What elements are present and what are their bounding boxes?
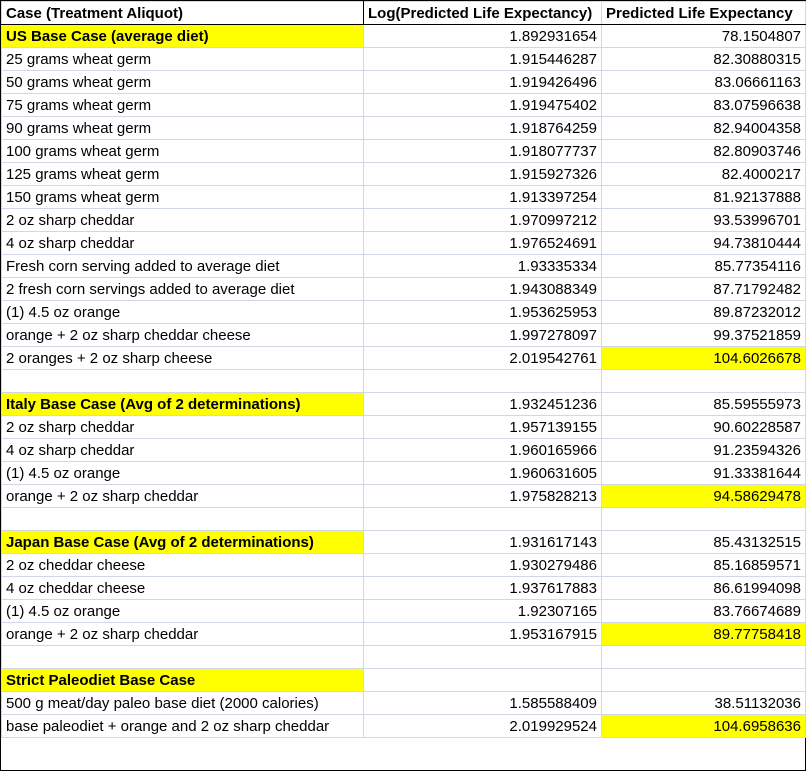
log-life-expectancy-cell[interactable]: 2.019542761 (364, 347, 602, 370)
life-expectancy-cell[interactable]: 86.61994098 (602, 577, 806, 600)
case-cell[interactable]: 2 oranges + 2 oz sharp cheese (2, 347, 364, 370)
table-row (2, 485, 806, 508)
life-expectancy-table (1, 1, 806, 738)
life-expectancy-cell[interactable] (602, 646, 806, 669)
log-life-expectancy-cell[interactable]: 1.957139155 (364, 416, 602, 439)
table-row (2, 25, 806, 48)
log-life-expectancy-cell[interactable]: 1.997278097 (364, 324, 602, 347)
case-cell[interactable]: (1) 4.5 oz orange (2, 301, 364, 324)
table-row (2, 669, 806, 692)
log-life-expectancy-cell[interactable] (364, 646, 602, 669)
log-life-expectancy-cell[interactable]: 1.913397254 (364, 186, 602, 209)
table-row (2, 163, 806, 186)
table-row (2, 255, 806, 278)
case-cell[interactable]: 90 grams wheat germ (2, 117, 364, 140)
case-cell[interactable]: orange + 2 oz sharp cheddar (2, 485, 364, 508)
log-life-expectancy-cell[interactable] (364, 370, 602, 393)
table-row (2, 370, 806, 393)
case-cell[interactable]: 4 oz sharp cheddar (2, 439, 364, 462)
life-expectancy-cell[interactable]: 82.80903746 (602, 140, 806, 163)
case-cell[interactable]: (1) 4.5 oz orange (2, 462, 364, 485)
log-life-expectancy-cell[interactable]: 1.915927326 (364, 163, 602, 186)
log-life-expectancy-cell[interactable]: 1.943088349 (364, 278, 602, 301)
table-row (2, 347, 806, 370)
log-life-expectancy-cell[interactable]: 1.919426496 (364, 71, 602, 94)
table-row (2, 646, 806, 669)
table-row (2, 554, 806, 577)
case-cell[interactable]: (1) 4.5 oz orange (2, 600, 364, 623)
header-case[interactable]: Case (Treatment Aliquot) (2, 2, 364, 25)
log-life-expectancy-cell[interactable]: 1.892931654 (364, 25, 602, 48)
case-cell[interactable]: Italy Base Case (Avg of 2 determinations) (2, 393, 364, 416)
life-expectancy-cell[interactable]: 83.06661163 (602, 71, 806, 94)
table-row (2, 232, 806, 255)
log-life-expectancy-cell[interactable]: 1.585588409 (364, 692, 602, 715)
case-cell[interactable] (2, 508, 364, 531)
case-cell[interactable]: 2 oz sharp cheddar (2, 209, 364, 232)
life-expectancy-cell[interactable]: 78.1504807 (602, 25, 806, 48)
case-cell[interactable]: Fresh corn serving added to average diet (2, 255, 364, 278)
life-expectancy-cell[interactable]: 104.6026678 (602, 347, 806, 370)
life-expectancy-cell[interactable]: 87.71792482 (602, 278, 806, 301)
life-expectancy-cell[interactable]: 83.07596638 (602, 94, 806, 117)
life-expectancy-cell[interactable]: 90.60228587 (602, 416, 806, 439)
log-life-expectancy-cell[interactable]: 1.92307165 (364, 600, 602, 623)
case-cell[interactable]: 150 grams wheat germ (2, 186, 364, 209)
table-row (2, 209, 806, 232)
life-expectancy-cell[interactable]: 91.33381644 (602, 462, 806, 485)
life-expectancy-cell[interactable]: 99.37521859 (602, 324, 806, 347)
case-cell[interactable]: 25 grams wheat germ (2, 48, 364, 71)
table-row (2, 186, 806, 209)
table-row (2, 508, 806, 531)
header-log-predicted-life-expectancy[interactable]: Log(Predicted Life Expectancy) (364, 2, 602, 25)
table-row (2, 140, 806, 163)
life-expectancy-cell[interactable] (602, 370, 806, 393)
life-expectancy-cell[interactable]: 85.43132515 (602, 531, 806, 554)
table-row (2, 600, 806, 623)
log-life-expectancy-cell[interactable]: 1.975828213 (364, 485, 602, 508)
table-row (2, 278, 806, 301)
log-life-expectancy-cell[interactable]: 1.915446287 (364, 48, 602, 71)
case-cell[interactable]: orange + 2 oz sharp cheddar cheese (2, 324, 364, 347)
case-cell[interactable]: 4 oz sharp cheddar (2, 232, 364, 255)
life-expectancy-cell[interactable]: 38.51132036 (602, 692, 806, 715)
log-life-expectancy-cell[interactable]: 1.976524691 (364, 232, 602, 255)
life-expectancy-cell[interactable]: 82.30880315 (602, 48, 806, 71)
life-expectancy-cell[interactable]: 85.77354116 (602, 255, 806, 278)
table-row (2, 715, 806, 738)
life-expectancy-cell[interactable]: 82.94004358 (602, 117, 806, 140)
header-row (2, 2, 806, 25)
case-cell[interactable]: 4 oz cheddar cheese (2, 577, 364, 600)
case-cell[interactable] (2, 370, 364, 393)
table-row (2, 623, 806, 646)
log-life-expectancy-cell[interactable]: 1.918764259 (364, 117, 602, 140)
life-expectancy-cell[interactable]: 94.73810444 (602, 232, 806, 255)
log-life-expectancy-cell[interactable]: 1.970997212 (364, 209, 602, 232)
log-life-expectancy-cell[interactable]: 1.953625953 (364, 301, 602, 324)
log-life-expectancy-cell[interactable]: 1.918077737 (364, 140, 602, 163)
log-life-expectancy-cell[interactable]: 1.960631605 (364, 462, 602, 485)
case-cell[interactable]: 500 g meat/day paleo base diet (2000 calories) (2, 692, 364, 715)
life-expectancy-cell[interactable]: 91.23594326 (602, 439, 806, 462)
life-expectancy-cell[interactable]: 89.87232012 (602, 301, 806, 324)
case-cell[interactable]: 2 fresh corn servings added to average diet (2, 278, 364, 301)
table-row (2, 462, 806, 485)
table-row (2, 71, 806, 94)
case-cell[interactable] (2, 646, 364, 669)
table-row (2, 439, 806, 462)
table-row (2, 48, 806, 71)
log-life-expectancy-cell[interactable]: 1.953167915 (364, 623, 602, 646)
log-life-expectancy-cell[interactable]: 1.937617883 (364, 577, 602, 600)
case-cell[interactable]: Strict Paleodiet Base Case (2, 669, 364, 692)
case-cell[interactable]: orange + 2 oz sharp cheddar (2, 623, 364, 646)
table-row (2, 416, 806, 439)
life-expectancy-cell[interactable] (602, 508, 806, 531)
case-cell[interactable]: 75 grams wheat germ (2, 94, 364, 117)
case-cell[interactable]: 100 grams wheat germ (2, 140, 364, 163)
log-life-expectancy-cell[interactable]: 2.019929524 (364, 715, 602, 738)
table-row (2, 94, 806, 117)
case-cell[interactable]: base paleodiet + orange and 2 oz sharp cheddar (2, 715, 364, 738)
life-expectancy-cell[interactable]: 82.4000217 (602, 163, 806, 186)
log-life-expectancy-cell[interactable]: 1.931617143 (364, 531, 602, 554)
table-row (2, 301, 806, 324)
header-predicted-life-expectancy[interactable]: Predicted Life Expectancy (602, 2, 806, 25)
life-expectancy-cell[interactable]: 93.53996701 (602, 209, 806, 232)
case-cell[interactable]: 2 oz cheddar cheese (2, 554, 364, 577)
life-expectancy-cell[interactable]: 85.16859571 (602, 554, 806, 577)
table-row (2, 692, 806, 715)
life-expectancy-cell[interactable]: 85.59555973 (602, 393, 806, 416)
life-expectancy-cell[interactable]: 104.6958636 (602, 715, 806, 738)
life-expectancy-cell[interactable]: 83.76674689 (602, 600, 806, 623)
log-life-expectancy-cell[interactable]: 1.932451236 (364, 393, 602, 416)
log-life-expectancy-cell[interactable] (364, 669, 602, 692)
case-cell[interactable]: 2 oz sharp cheddar (2, 416, 364, 439)
case-cell[interactable]: Japan Base Case (Avg of 2 determinations) (2, 531, 364, 554)
log-life-expectancy-cell[interactable]: 1.93335334 (364, 255, 602, 278)
case-cell[interactable]: 125 grams wheat germ (2, 163, 364, 186)
life-expectancy-cell[interactable]: 81.92137888 (602, 186, 806, 209)
log-life-expectancy-cell[interactable]: 1.960165966 (364, 439, 602, 462)
life-expectancy-cell[interactable]: 89.77758418 (602, 623, 806, 646)
table-row (2, 117, 806, 140)
case-cell[interactable]: 50 grams wheat germ (2, 71, 364, 94)
case-cell[interactable]: US Base Case (average diet) (2, 25, 364, 48)
log-life-expectancy-cell[interactable] (364, 508, 602, 531)
life-expectancy-cell[interactable] (602, 669, 806, 692)
table-row (2, 531, 806, 554)
table-row (2, 393, 806, 416)
table-row (2, 324, 806, 347)
log-life-expectancy-cell[interactable]: 1.930279486 (364, 554, 602, 577)
table-row (2, 577, 806, 600)
log-life-expectancy-cell[interactable]: 1.919475402 (364, 94, 602, 117)
life-expectancy-cell[interactable]: 94.58629478 (602, 485, 806, 508)
